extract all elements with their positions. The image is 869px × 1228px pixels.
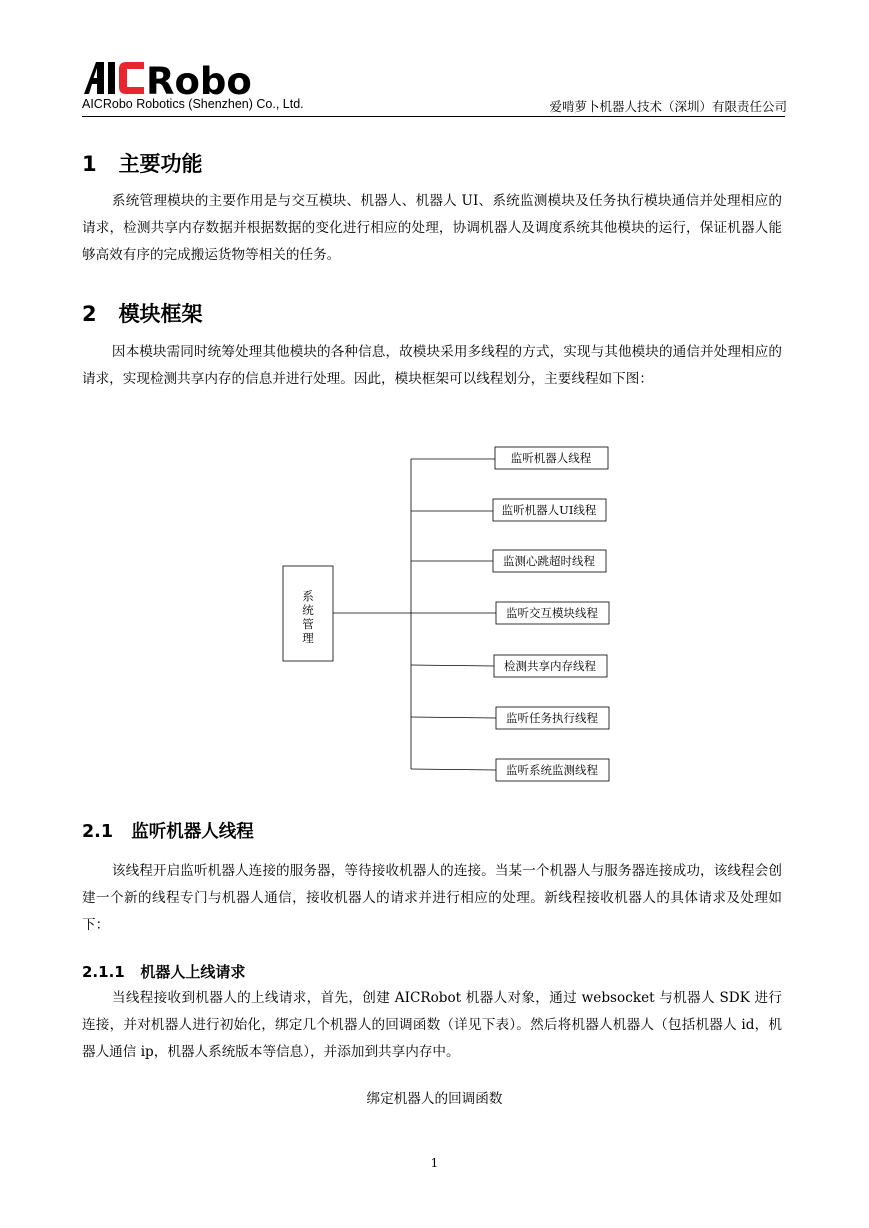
- section-2-1-1-number: 2.1.1: [82, 963, 125, 981]
- section-2-1-paragraph: 该线程开启监听机器人连接的服务器，等待接收机器人的连接。当某一个机器人与服务器连接成功，该线程会创建一个新的线程专门与机器人通信，接收机器人的请求并进行相应的处理。新线程接收机器人的具体请求及处理如下：: [82, 863, 782, 933]
- page-number: 1: [430, 1156, 439, 1170]
- logo-wordmark: Robo: [146, 60, 252, 98]
- thread-label-4: 监听交互模块线程: [506, 606, 598, 620]
- section-2-title: 模块框架: [118, 302, 203, 326]
- thread-label-6: 监听任务执行线程: [506, 711, 598, 725]
- section-2-1-1-paragraph: 当线程接收到机器人的上线请求，首先，创建 AICRobot 机器人对象，通过 websocket 与机器人 SDK 进行连接，并对机器人进行初始化，绑定几个机器人的回调函数（详见下表）。然后将机器人机器人（包括机器人 id，机器人通信 ip，机器人系统版本等信息），并添加到共享内存中。: [82, 990, 782, 1060]
- table-caption: 绑定机器人的回调函数: [366, 1091, 503, 1107]
- section-1-paragraph: 系统管理模块的主要作用是与交互模块、机器人、机器人 UI、系统监测模块及任务执行模块通信并处理相应的请求，检测共享内存数据并根据数据的变化进行相应的处理，协调机器人及调度系统其他模块的运行，保证机器人能够高效有序的完成搬运货物等相关的任务。: [82, 193, 782, 263]
- company-name-cn: 爱啃萝卜机器人技术（深圳）有限责任公司: [549, 99, 787, 114]
- thread-label-5: 检测共享内存线程: [504, 659, 596, 673]
- root-label-char-2: 统: [302, 603, 314, 617]
- section-2-1-title: 监听机器人线程: [131, 822, 254, 842]
- section-1-title: 主要功能: [118, 152, 203, 176]
- root-label-char-4: 理: [302, 631, 314, 645]
- section-2-1-1-heading: [82, 961, 245, 982]
- branch-7: [411, 759, 609, 781]
- header-divider: [82, 116, 785, 117]
- branch-4: [411, 602, 609, 624]
- thread-label-3: 监测心跳超时线程: [503, 554, 595, 568]
- root-label-char-1: 系: [302, 589, 314, 603]
- branch-2: [411, 499, 606, 521]
- branch-5: [411, 655, 607, 677]
- section-1-heading: [82, 148, 203, 178]
- company-name-en: AICRobo Robotics (Shenzhen) Co., Ltd.: [82, 97, 304, 111]
- thread-label-1: 监听机器人线程: [510, 451, 592, 465]
- thread-label-7: 监听系统监测线程: [506, 763, 598, 777]
- branch-6: [411, 707, 609, 729]
- section-2-1-heading: [82, 818, 254, 843]
- thread-diagram: [0, 440, 869, 790]
- section-2-paragraph: 因本模块需同时统筹处理其他模块的各种信息，故模块采用多线程的方式，实现与其他模块的通信并处理相应的请求，实现检测共享内存的信息并进行处理。因此，模块框架可以线程划分，主要线程如下图：: [82, 344, 782, 387]
- section-2-number: 2: [82, 302, 97, 326]
- company-logo: [82, 58, 252, 98]
- section-2-1-1-title: 机器人上线请求: [140, 963, 246, 981]
- section-2-1-number: 2.1: [82, 822, 114, 842]
- thread-label-2: 监听机器人UI线程: [501, 503, 597, 517]
- branch-3: [411, 550, 606, 572]
- section-1-number: 1: [82, 152, 97, 176]
- root-label-char-3: 管: [302, 617, 314, 631]
- section-2-heading: [82, 298, 203, 328]
- branch-1: [411, 447, 608, 469]
